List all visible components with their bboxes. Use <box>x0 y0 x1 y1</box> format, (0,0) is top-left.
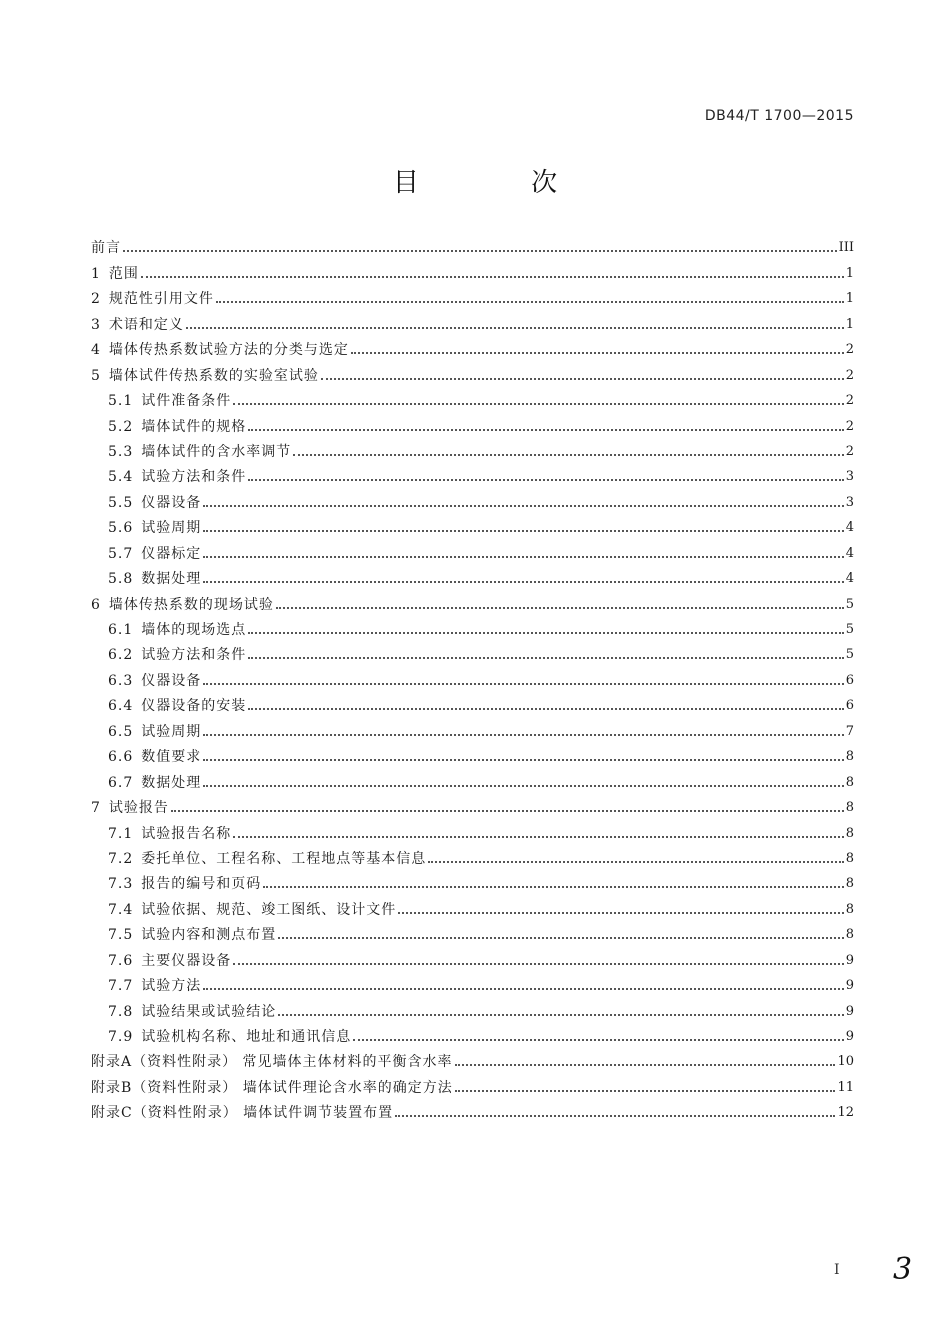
toc-entry-page: 5 <box>845 622 854 637</box>
toc-entry-label: 仪器标定 <box>141 545 202 562</box>
toc-leader-dots <box>141 276 844 278</box>
toc-entry-page: 8 <box>845 876 854 892</box>
toc-leader-dots <box>276 607 844 609</box>
toc-entry[interactable] <box>91 639 854 664</box>
toc-entry-label: 试验报告名称 <box>141 825 232 842</box>
toc-leader-dots <box>248 632 843 634</box>
toc-entry-label: 试验方法和条件 <box>141 647 247 664</box>
toc-entry-label: 范围 <box>108 265 139 282</box>
toc-leader-dots <box>203 530 843 532</box>
toc-leader-dots <box>278 1014 843 1016</box>
toc-entry-page: 8 <box>845 800 854 816</box>
toc-entry[interactable] <box>91 334 854 359</box>
toc-leader-dots <box>455 1090 836 1092</box>
sheet-number: 3 <box>893 1252 913 1287</box>
toc-entry-number: 5.4 <box>108 469 134 486</box>
toc-entry[interactable] <box>91 614 854 639</box>
toc-entry-number: 5.5 <box>108 494 134 511</box>
toc-entry[interactable] <box>91 792 854 817</box>
toc-entry[interactable] <box>91 995 854 1020</box>
toc-leader-dots <box>171 810 844 812</box>
toc-entry-label: 仪器设备的安装 <box>141 698 247 715</box>
toc-entry[interactable] <box>91 715 854 740</box>
toc-entry-label: 试验方法和条件 <box>141 469 247 486</box>
toc-entry-label: 仪器设备 <box>141 494 202 511</box>
toc-entry-label: 附录C（资料性附录） 墙体试件调节装置布置 <box>91 1105 394 1122</box>
toc-entry-page: 3 <box>845 494 854 510</box>
toc-leader-dots <box>203 505 843 507</box>
toc-entry[interactable] <box>91 359 854 384</box>
toc-entry-page: 8 <box>845 825 854 841</box>
table-of-contents <box>91 232 854 1122</box>
toc-leader-dots <box>233 403 843 405</box>
toc-entry-page: 4 <box>845 520 854 536</box>
toc-entry-number: 6.1 <box>108 622 134 638</box>
toc-leader-dots <box>123 250 837 252</box>
toc-entry-number: 4 <box>91 342 101 359</box>
toc-leader-dots <box>248 429 843 431</box>
toc-leader-dots <box>248 657 843 659</box>
toc-entry[interactable] <box>91 308 854 333</box>
toc-entry-number: 6.6 <box>108 749 134 766</box>
toc-entry-page: 11 <box>837 1079 854 1095</box>
toc-entry-number: 7 <box>91 800 101 817</box>
toc-entry[interactable] <box>91 1097 854 1122</box>
toc-entry-label: 试验报告 <box>108 800 169 817</box>
toc-leader-dots <box>293 454 843 456</box>
toc-leader-dots <box>428 861 843 863</box>
toc-entry-page: 6 <box>845 672 854 688</box>
toc-entry-number: 6.3 <box>108 672 134 689</box>
toc-entry-page: III <box>838 240 854 256</box>
toc-entry-number: 7.5 <box>108 927 134 944</box>
toc-entry[interactable] <box>91 563 854 588</box>
standard-code: DB44/T 1700—2015 <box>704 108 854 124</box>
toc-entry-label: 术语和定义 <box>108 316 184 333</box>
toc-entry-label: 规范性引用文件 <box>108 291 214 308</box>
toc-entry-number: 5.1 <box>108 393 134 410</box>
toc-leader-dots <box>216 301 844 303</box>
toc-entry-label: 委托单位、工程名称、工程地点等基本信息 <box>141 850 427 867</box>
toc-entry[interactable] <box>91 690 854 715</box>
toc-entry-page: 8 <box>845 850 854 866</box>
toc-entry-label: 墙体试件的规格 <box>141 418 247 435</box>
toc-entry-number: 6.5 <box>108 723 134 740</box>
toc-leader-dots <box>203 556 843 558</box>
toc-entry-number: 7.6 <box>108 952 134 969</box>
toc-entry-number: 7.3 <box>108 876 134 893</box>
toc-entry[interactable] <box>91 588 854 613</box>
toc-entry-page: 4 <box>845 545 854 561</box>
toc-entry-page: 10 <box>837 1054 854 1070</box>
toc-entry-page: 2 <box>845 342 854 358</box>
toc-leader-dots <box>203 785 843 787</box>
toc-leader-dots <box>203 759 843 761</box>
toc-entry-page: 3 <box>845 469 854 485</box>
toc-entry[interactable] <box>91 283 854 308</box>
toc-entry-number: 7.9 <box>108 1029 134 1045</box>
toc-entry-label: 仪器设备 <box>141 672 202 689</box>
toc-leader-dots <box>321 378 844 380</box>
toc-entry-number: 7.8 <box>108 1003 134 1020</box>
toc-entry-page: 6 <box>845 698 854 714</box>
toc-entry-number: 5 <box>91 367 101 384</box>
toc-entry-label: 墙体传热系数试验方法的分类与选定 <box>108 342 349 359</box>
toc-entry-page: 9 <box>845 1029 854 1044</box>
toc-entry[interactable] <box>91 512 854 537</box>
toc-entry-label: 试验周期 <box>141 520 202 537</box>
toc-entry[interactable] <box>91 868 854 893</box>
toc-entry-label: 试验方法 <box>141 978 202 995</box>
toc-entry[interactable] <box>91 1046 854 1071</box>
toc-entry-label: 试件准备条件 <box>141 393 232 410</box>
toc-entry-number: 5.8 <box>108 571 134 588</box>
toc-entry-number: 6.4 <box>108 698 134 715</box>
toc-entry-label: 主要仪器设备 <box>141 952 232 969</box>
toc-entry-page: 4 <box>845 571 854 587</box>
toc-entry[interactable] <box>91 436 854 461</box>
toc-entry[interactable] <box>91 537 854 562</box>
toc-leader-dots <box>203 734 843 736</box>
toc-entry-number: 7.4 <box>108 901 134 918</box>
toc-entry-label: 报告的编号和页码 <box>141 876 262 893</box>
toc-entry[interactable] <box>91 970 854 995</box>
toc-entry-page: 12 <box>837 1105 854 1121</box>
toc-leader-dots <box>398 912 843 914</box>
toc-entry-number: 6 <box>91 596 101 613</box>
toc-leader-dots <box>353 1039 843 1041</box>
toc-entry-page: 1 <box>845 316 854 332</box>
toc-entry-page: 9 <box>845 1003 854 1019</box>
toc-entry[interactable] <box>91 843 854 868</box>
toc-entry-page: 1 <box>845 265 854 281</box>
toc-entry-page: 1 <box>845 291 854 307</box>
toc-entry-page: 5 <box>845 647 854 663</box>
toc-entry[interactable] <box>91 461 854 486</box>
toc-entry-number: 7.2 <box>108 850 134 867</box>
toc-entry-label: 数据处理 <box>141 774 202 791</box>
toc-entry[interactable] <box>91 817 854 842</box>
toc-entry-page: 2 <box>845 367 854 383</box>
toc-entry[interactable] <box>91 893 854 918</box>
toc-entry-label: 附录A（资料性附录） 常见墙体主体材料的平衡含水率 <box>91 1054 453 1071</box>
toc-leader-dots <box>248 479 843 481</box>
toc-entry-label: 试验依据、规范、竣工图纸、设计文件 <box>141 901 397 918</box>
toc-leader-dots <box>233 836 843 838</box>
toc-entry-number: 6.7 <box>108 774 134 791</box>
toc-entry-page: 7 <box>845 723 854 739</box>
toc-leader-dots <box>233 963 843 965</box>
toc-entry-number: 5.7 <box>108 545 134 562</box>
toc-entry-number: 7.7 <box>108 978 134 995</box>
toc-leader-dots <box>203 683 843 685</box>
toc-leader-dots <box>186 327 844 329</box>
roman-page-number: I <box>834 1262 840 1278</box>
toc-entry[interactable] <box>91 385 854 410</box>
toc-entry-number: 5.2 <box>108 418 134 435</box>
toc-leader-dots <box>395 1115 835 1117</box>
toc-entry-label: 墙体试件的含水率调节 <box>141 443 292 460</box>
toc-leader-dots <box>278 937 843 939</box>
toc-leader-dots <box>248 708 843 710</box>
toc-entry-number: 6.2 <box>108 647 134 664</box>
toc-entry-label: 附录B（资料性附录） 墙体试件理论含水率的确定方法 <box>91 1079 453 1096</box>
toc-entry-label: 试验周期 <box>141 723 202 740</box>
toc-entry[interactable] <box>91 410 854 435</box>
toc-entry-page: 8 <box>845 774 854 790</box>
toc-entry-label: 墙体传热系数的现场试验 <box>108 596 274 613</box>
toc-entry-number: 5.6 <box>108 520 134 537</box>
toc-leader-dots <box>203 988 843 990</box>
toc-entry-number: 3 <box>91 316 101 333</box>
toc-entry[interactable] <box>91 232 854 257</box>
toc-entry[interactable] <box>91 486 854 511</box>
toc-entry[interactable] <box>91 944 854 969</box>
toc-entry[interactable] <box>91 919 854 944</box>
toc-entry-number: 2 <box>91 291 101 308</box>
toc-entry-number: 1 <box>91 265 101 282</box>
toc-entry-label: 数据处理 <box>141 571 202 588</box>
toc-leader-dots <box>263 886 843 888</box>
toc-entry-page: 8 <box>845 749 854 765</box>
toc-leader-dots <box>455 1064 836 1066</box>
toc-leader-dots <box>351 352 844 354</box>
toc-entry[interactable] <box>91 257 854 282</box>
toc-entry[interactable] <box>91 766 854 791</box>
toc-entry-label: 前言 <box>91 240 121 257</box>
toc-entry-label: 墙体试件传热系数的实验室试验 <box>108 367 319 384</box>
toc-entry-page: 2 <box>845 443 854 459</box>
toc-entry[interactable] <box>91 1021 854 1046</box>
toc-entry-page: 8 <box>845 901 854 917</box>
toc-entry-label: 试验机构名称、地址和通讯信息 <box>141 1029 352 1045</box>
toc-entry-label: 试验结果或试验结论 <box>141 1003 277 1020</box>
toc-leader-dots <box>203 581 843 583</box>
toc-entry-page: 9 <box>845 978 854 994</box>
toc-entry-page: 5 <box>845 596 854 612</box>
toc-entry-page: 2 <box>845 418 854 434</box>
toc-entry[interactable] <box>91 664 854 689</box>
toc-entry-number: 5.3 <box>108 443 134 460</box>
toc-entry-label: 试验内容和测点布置 <box>141 927 277 944</box>
toc-entry-label: 数值要求 <box>141 749 202 766</box>
toc-entry-page: 9 <box>845 952 854 968</box>
toc-entry[interactable] <box>91 741 854 766</box>
toc-entry-page: 8 <box>845 927 854 943</box>
toc-entry-label: 墙体的现场选点 <box>141 622 247 638</box>
toc-entry-page: 2 <box>845 393 854 409</box>
toc-entry[interactable] <box>91 1071 854 1096</box>
page-title: 目 次 <box>392 168 610 198</box>
toc-entry-number: 7.1 <box>108 825 134 842</box>
